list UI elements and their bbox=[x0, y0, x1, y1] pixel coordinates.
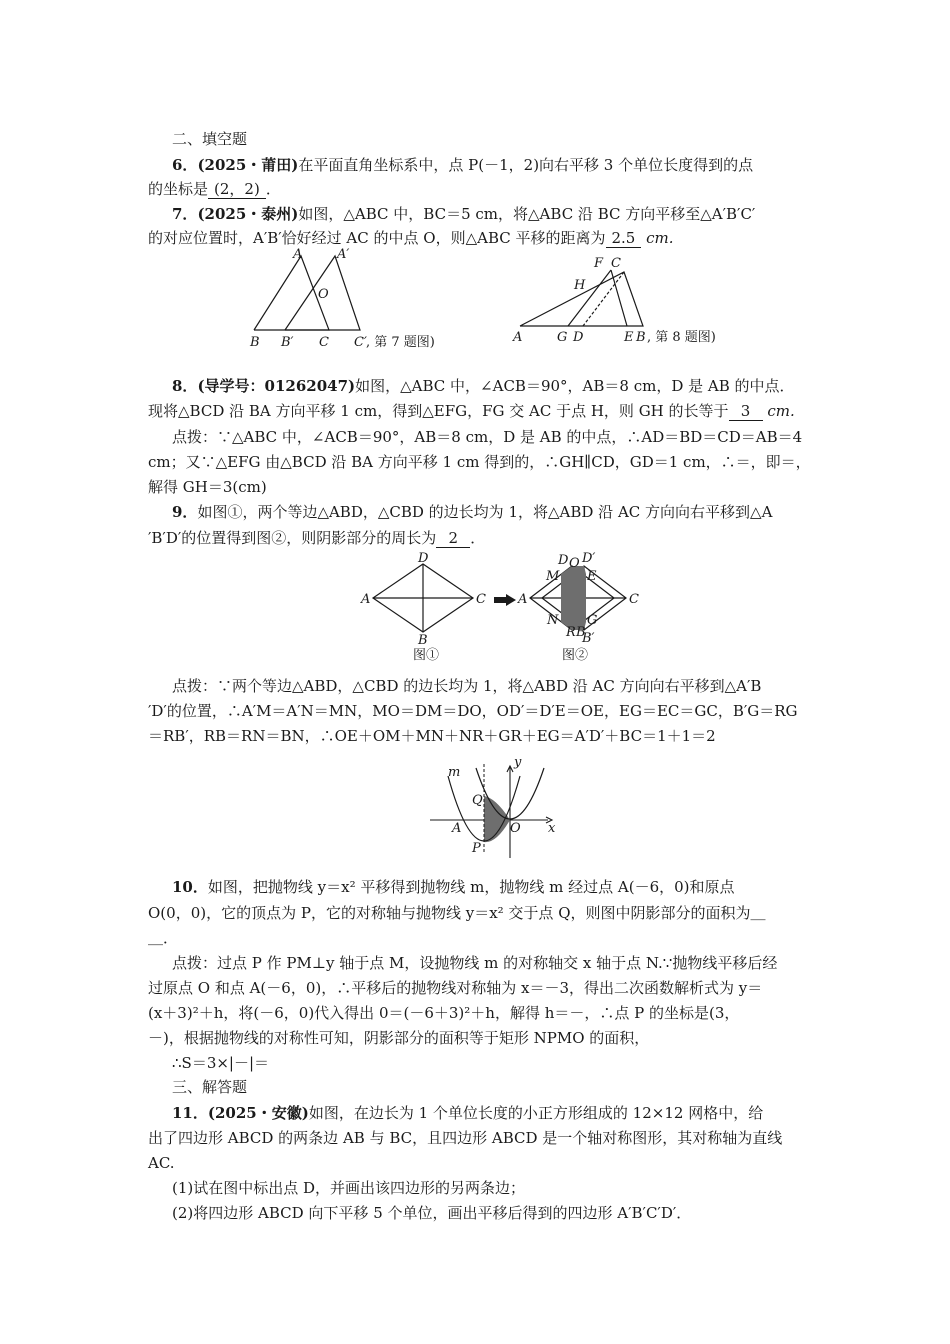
fig9b-label-M: M bbox=[546, 569, 560, 584]
fig9a-label-A: A bbox=[361, 592, 371, 607]
fig10-label-A: A bbox=[452, 821, 462, 836]
q7-answer: 2.5 bbox=[606, 229, 642, 248]
q11-sub2: (2)将四边形 ABCD 向下平移 5 个单位，画出平移后得到的四边形 A′B′C′D′． bbox=[172, 1204, 692, 1222]
q6-answer: (2，2) bbox=[208, 180, 266, 199]
figure-9-1 bbox=[356, 552, 496, 662]
arrow-icon bbox=[494, 594, 516, 606]
fig8-label-F: F bbox=[594, 256, 604, 271]
q11-text: 如图，在边长为 1 个单位长度的小正方形组成的 12×12 网格中，给 bbox=[308, 1104, 764, 1122]
figure-7 bbox=[244, 246, 484, 356]
fig10-label-x: x bbox=[548, 821, 556, 836]
q9-hint-line2: ′D′的位置，∴A′M＝A′N＝MN，MO＝DM＝DO，OD′＝D′E＝OE，EG＝EC＝GC，B′G＝RG bbox=[148, 702, 798, 720]
fig9a-label-C: C bbox=[476, 592, 486, 607]
q9-number: 9． bbox=[172, 503, 198, 521]
figure-9-2 bbox=[518, 552, 638, 662]
q11-number: 11． bbox=[172, 1104, 208, 1122]
q9-text-pre: ′B′D′的位置得到图②，则阴影部分的周长为 bbox=[148, 529, 437, 547]
fig9b-label-E: E bbox=[587, 569, 597, 584]
fig7-label-C: C bbox=[319, 335, 329, 350]
fig9b-label-D-prime: D′ bbox=[582, 551, 596, 566]
q10-hint-line1: 点拨：过点 P 作 PM⊥y 轴于点 M，设抛物线 m 的对称轴交 x 轴于点 N.∵抛物线平移后经 bbox=[172, 954, 778, 972]
fig9b-caption: 图② bbox=[562, 648, 589, 663]
q10-hint-line3: (x＋3)²＋h，将(－6，0)代入得出 0＝(－6＋3)²＋h，解得 h＝－，∴点 P 的坐标是(3， bbox=[148, 1004, 740, 1022]
fig7-label-A: A bbox=[293, 247, 303, 262]
q7-number: 7． bbox=[172, 205, 198, 223]
q8-text-pre: 现将△BCD 沿 BA 方向平移 1 cm，得到△EFG，FG 交 AC 于点 H，则 GH 的长等于 bbox=[148, 402, 729, 420]
q6-line2 bbox=[148, 180, 808, 199]
q11-line2: 出了四边形 ABCD 的两条边 AB 与 BC，且四边形 ABCD 是一个轴对称图形，其对称轴为直线 bbox=[148, 1129, 783, 1147]
q10-text: 如图，把抛物线 y＝x² 平移得到抛物线 m，抛物线 m 经过点 A(－6，0)和原点 bbox=[207, 878, 735, 896]
q11-line1 bbox=[172, 1104, 832, 1122]
fig9b-label-C: C bbox=[629, 592, 639, 607]
fig8-label-G: G bbox=[557, 330, 568, 345]
fig7-label-B: B bbox=[250, 335, 260, 350]
q7-line1 bbox=[172, 205, 832, 223]
q6-number: 6． bbox=[172, 156, 198, 174]
q8-text: 如图，△ABC 中，∠ACB＝90°，AB＝8 cm，D 是 AB 的中点． bbox=[355, 377, 795, 395]
q10-hint-line5: ∴S＝3×|－|＝ bbox=[172, 1054, 270, 1072]
fig9b-label-B-prime: B′ bbox=[582, 631, 595, 646]
fig10-label-Q: Q bbox=[472, 793, 483, 808]
figure-8 bbox=[510, 254, 750, 354]
q10-line1 bbox=[172, 878, 832, 896]
q6-text-post: ． bbox=[265, 180, 281, 198]
fig7-label-C-prime: C′ bbox=[354, 335, 367, 350]
q8-source: (导学号：01262047) bbox=[197, 377, 356, 395]
q9-text-post: ． bbox=[470, 529, 486, 547]
fig9b-label-D: D bbox=[558, 553, 569, 568]
fig9b-label-R: R bbox=[566, 625, 576, 640]
fig8-label-C: C bbox=[611, 256, 621, 271]
fig8-label-D: D bbox=[573, 330, 584, 345]
q11-source: (2025・安徽) bbox=[207, 1104, 309, 1122]
fig8-line-ef bbox=[611, 270, 627, 326]
q8-line1 bbox=[172, 377, 832, 395]
q8-answer: 3 bbox=[729, 402, 763, 421]
fig9b-label-A: A bbox=[518, 592, 528, 607]
fig8-caption: , 第 8 题图) bbox=[647, 330, 716, 345]
q11-sub1: (1)试在图中标出点 D，并画出该四边形的另两条边； bbox=[172, 1179, 526, 1197]
fig10-shaded-region bbox=[484, 796, 510, 842]
fig9a-caption: 图① bbox=[413, 648, 440, 663]
q9-hint-line1: 点拨：∵两个等边△ABD，△CBD 的边长均为 1，将△ABD 沿 AC 方向向右平移到△A′B bbox=[172, 677, 762, 695]
fig7-label-B-prime: B′ bbox=[281, 335, 294, 350]
fig9a-label-D: D bbox=[418, 551, 429, 566]
q7-source: (2025・泰州) bbox=[197, 205, 299, 223]
fig8-label-H: H bbox=[574, 278, 586, 293]
q11-line3: AC. bbox=[148, 1154, 175, 1172]
section-heading-answer: 三、解答题 bbox=[172, 1078, 248, 1096]
fig10-label-y: y bbox=[514, 755, 522, 770]
q9-text: 如图①，两个等边△ABD，△CBD 的边长均为 1，将△ABD 沿 AC 方向向右平移到△A bbox=[197, 503, 773, 521]
fig9b-shaded-region bbox=[561, 566, 586, 630]
fig10-label-m: m bbox=[448, 765, 461, 780]
q8-number: 8． bbox=[172, 377, 198, 395]
q9-hint-line3: ＝RB′，RB＝RN＝BN，∴OE＋OM＋MN＋NR＋GR＋EG＝A′D′＋BC＝1＋1＝2 bbox=[148, 727, 716, 745]
fig7-label-A-prime: A′ bbox=[337, 247, 350, 262]
fig8-label-E: E bbox=[624, 330, 634, 345]
fig9b-label-N: N bbox=[547, 613, 559, 628]
q6-text-pre: 的坐标是 bbox=[148, 180, 209, 198]
q10-number: 10． bbox=[172, 878, 208, 896]
q7-text-pre: 的对应位置时，A′B′恰好经过 AC 的中点 O，则△ABC 平移的距离为 bbox=[148, 229, 606, 247]
q10-line2: O(0，0)，它的顶点为 P，它的对称轴与抛物线 y＝x² 交于点 Q，则图中阴影部分的面积为＿ bbox=[148, 904, 766, 922]
q6-source: (2025・莆田) bbox=[197, 156, 299, 174]
q8-text-post: cm. bbox=[767, 402, 795, 420]
q10-hint-line4: －)，根据抛物线的对称性可知，阴影部分的面积等于矩形 NPMO 的面积， bbox=[148, 1029, 650, 1047]
fig10-label-P: P bbox=[472, 841, 481, 856]
fig9b-label-O: O bbox=[569, 556, 580, 571]
q6-text: 在平面直角坐标系中，点 P(－1，2)向右平移 3 个单位长度得到的点 bbox=[298, 156, 754, 174]
q8-hint-line3: 解得 GH＝3(cm) bbox=[148, 478, 267, 496]
fig9a-label-B: B bbox=[418, 633, 428, 648]
q9-line2 bbox=[148, 529, 808, 548]
q8-hint-line1: 点拨：∵△ABC 中，∠ACB＝90°，AB＝8 cm，D 是 AB 的中点，∴AD＝BD＝CD＝AB＝4 bbox=[172, 428, 803, 446]
fig8-label-A: A bbox=[513, 330, 523, 345]
fig7-label-O: O bbox=[318, 287, 329, 302]
q10-line3: ＿． bbox=[148, 929, 179, 947]
fig10-label-O: O bbox=[510, 821, 521, 836]
q9-line1 bbox=[172, 503, 832, 521]
q8-hint-line2: cm；又∵△EFG 由△BCD 沿 BA 方向平移 1 cm 得到的，∴GH∥CD，GD＝1 cm，∴＝，即＝， bbox=[148, 453, 811, 471]
q10-hint-line2: 过原点 O 和点 A(－6，0)，∴平移后的抛物线对称轴为 x＝－3，得出二次函数解析式为 y＝ bbox=[148, 979, 763, 997]
q7-text-post: cm. bbox=[646, 229, 674, 247]
figure-10 bbox=[426, 754, 566, 866]
q7-text: 如图，△ABC 中，BC＝5 cm，将△ABC 沿 BC 方向平移至△A′B′C′ bbox=[298, 205, 756, 223]
fig8-label-B: B bbox=[636, 330, 646, 345]
q8-line2 bbox=[148, 402, 808, 421]
q6-line1 bbox=[172, 156, 832, 174]
q9-answer: 2 bbox=[436, 529, 470, 548]
fig9b-label-G: G bbox=[587, 613, 598, 628]
fig9b-label-B: B bbox=[576, 625, 586, 640]
section-heading-fill-blank: 二、填空题 bbox=[172, 130, 248, 148]
fig7-caption: , 第 7 题图) bbox=[366, 335, 435, 350]
